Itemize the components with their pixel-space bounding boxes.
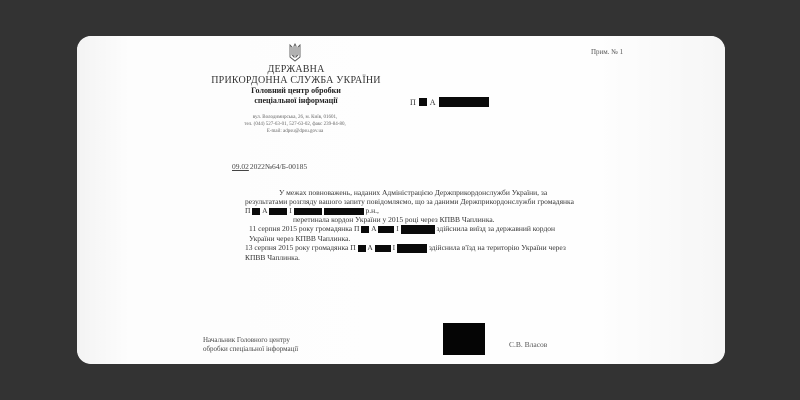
- p2-text: 11 серпня 2015 року громадянка П: [249, 224, 360, 233]
- p3-initial-2: І: [392, 242, 396, 252]
- signature-redaction-block: [443, 323, 485, 355]
- signatory-name: С.В. Власов: [509, 340, 548, 349]
- document-card: [77, 36, 725, 364]
- redaction-block: [397, 244, 427, 253]
- redaction-block: [439, 97, 489, 107]
- p3-entry: здійснила в'їзд на територію України через КПВВ Чаплинка.: [245, 242, 566, 262]
- org-line-4: спеціальної інформації: [254, 96, 338, 105]
- letterhead: [196, 64, 396, 106]
- p1-initial: А: [262, 206, 268, 215]
- appendix-label: Прим. № 1: [591, 48, 624, 56]
- org-line-2: ПРИКОРДОННА СЛУЖБА УКРАЇНИ: [211, 75, 381, 86]
- redaction-block: [252, 208, 260, 215]
- contact-phone: тел. (044) 527-63-01, 527-63-02, факс 239-84-80,: [244, 122, 346, 127]
- p2-exit: здійснила виїзд за державний кордон України через КПВВ Чаплинка.: [249, 224, 556, 243]
- signatory-title: [203, 336, 298, 354]
- contact-address: вул. Володимирська, 26, м. Київ, 01601,: [252, 115, 338, 120]
- redaction-block: [378, 226, 394, 233]
- signatory-title-2: обробки спеціальної інформації: [203, 345, 299, 353]
- contact-email: E-mail: adpsu@dpsu.gov.ua: [266, 129, 324, 134]
- p3-initial: А: [367, 242, 373, 252]
- redaction-block: [324, 208, 364, 215]
- redaction-block: [358, 245, 366, 252]
- recipient-initial-2: А: [429, 97, 436, 107]
- paragraph-1: [245, 188, 580, 224]
- contact-block: [233, 114, 357, 135]
- redaction-block: [419, 98, 427, 106]
- p1-text: У межах повноважень, наданих Адміністрацією Держприкордонслужби України, за результатами розгляду вашого запиту повідомляємо, що за даними Держприкордонслужби громадянка П: [245, 188, 574, 215]
- redaction-block: [401, 225, 435, 234]
- recipient-line: [410, 97, 489, 107]
- redaction-block: [269, 208, 287, 215]
- paragraph-3: [245, 243, 580, 262]
- redaction-block: [375, 245, 391, 252]
- redaction-block: [361, 226, 369, 233]
- org-line-3: Головний центр обробки: [251, 86, 341, 95]
- signatory-title-1: Начальник Головного центру: [203, 336, 290, 344]
- p1-initial-2: І: [289, 206, 292, 215]
- p2-initial: А: [371, 224, 377, 233]
- recipient-initial-1: П: [410, 97, 416, 107]
- registration-line: [232, 162, 307, 171]
- org-line-1: ДЕРЖАВНА: [267, 64, 325, 75]
- letter-body: [245, 188, 580, 262]
- scanned-letter: [77, 36, 725, 364]
- reg-date: 09.02: [232, 162, 249, 171]
- p1-birth: р.н.,: [365, 206, 379, 215]
- redaction-block: [294, 208, 322, 215]
- paragraph-2: [245, 224, 580, 243]
- p3-text: 13 серпня 2015 року громадянка П: [245, 242, 356, 252]
- p2-initial-2: І: [396, 224, 399, 233]
- p1-crossing: перетинала кордон України у 2015 році через КПВВ Чаплинка.: [293, 215, 495, 224]
- trident-emblem-icon: [289, 43, 301, 63]
- reg-number: 2022№64/Б-00185: [249, 162, 308, 171]
